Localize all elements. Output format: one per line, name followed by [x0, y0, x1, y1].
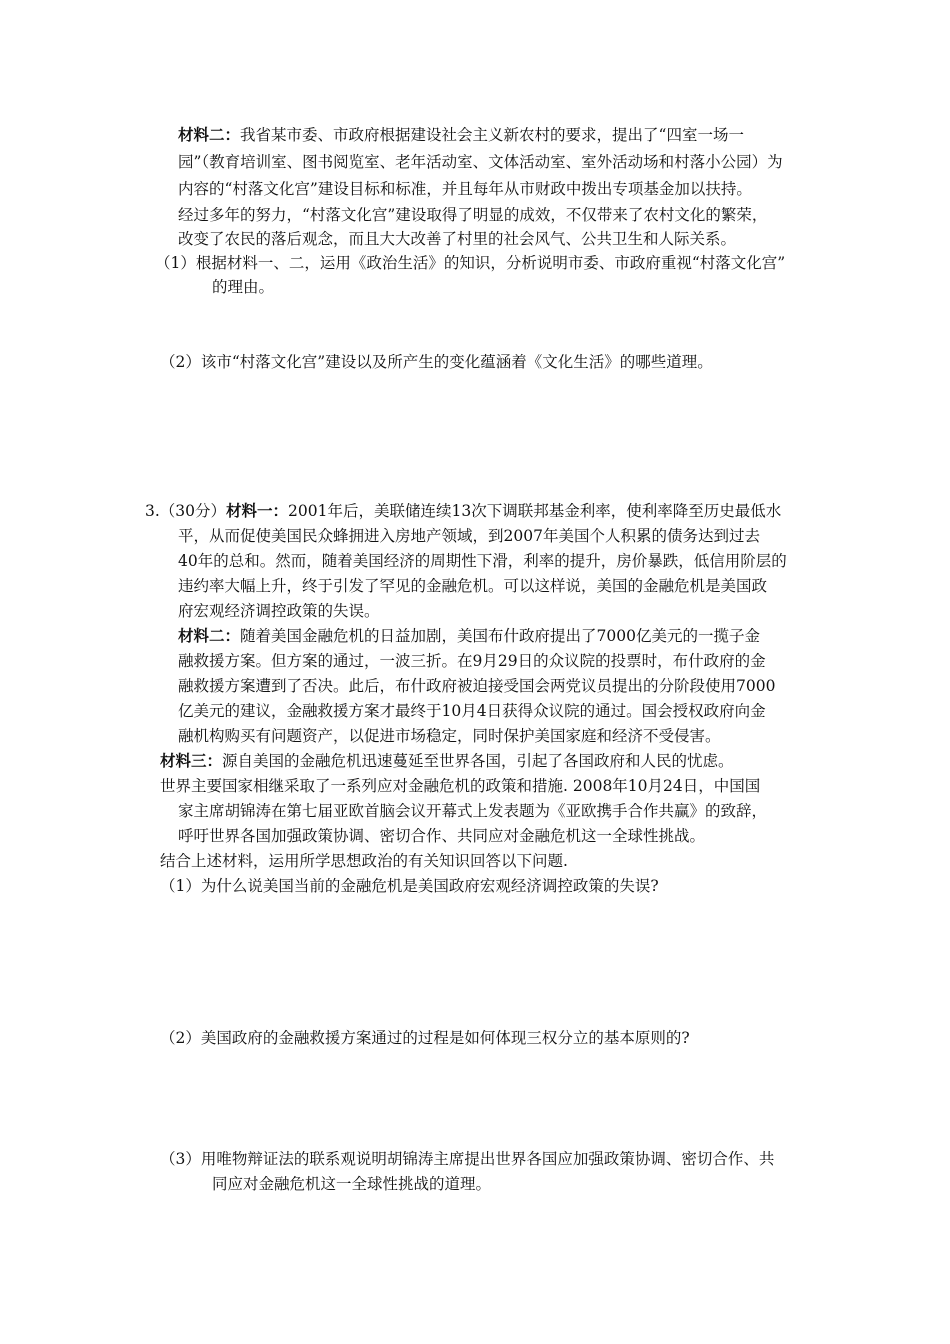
question-2-1-line-2: 的理由。 — [212, 278, 275, 296]
question-3-line-1: 3.（30分）材料一：2001年后，美联储连续13次下调联邦基金利率，使利率降至历史最低水 — [145, 501, 782, 520]
question-2-2: （2）该市“村落文化宫”建设以及所产生的变化蕴涵着《文化生活》的哪些道理。 — [160, 353, 713, 371]
material1-line-3: 40年的总和。然而，随着美国经济的周期性下滑，利率的提升，房价暴跌，低信用阶层的 — [178, 552, 787, 570]
material2-village-line-2: 园”（教育培训室、图书阅览室、老年活动室、文体活动室、室外活动场和村落小公园）为 — [178, 153, 783, 171]
question-3-number: 3.（30分） — [145, 502, 227, 520]
material3-label: 材料三： — [160, 751, 223, 770]
question-3-3-line-2: 同应对金融危机这一全球性挑战的道理。 — [212, 1175, 492, 1193]
material2-village-line-1: 材料二：我省某市委、市政府根据建设社会主义新农村的要求，提出了“四室一场一 — [178, 125, 744, 144]
material2-finance-line-5: 融机构购买有问题资产，以促进市场稳定，同时保护美国家庭和经济不受侵害。 — [178, 727, 721, 745]
material3-line-3: 家主席胡锦涛在第七届亚欧首脑会议开幕式上发表题为《亚欧携手合作共赢》的致辞， — [178, 802, 768, 820]
material3-line-1: 材料三：源自美国的金融危机迅速蔓延至世界各国，引起了各国政府和人民的忧虑。 — [160, 751, 734, 770]
material2-finance-line-2: 融救援方案。但方案的通过，一波三折。在9月29日的众议院的投票时，布什政府的金 — [178, 652, 766, 670]
material1-line-4: 违约率大幅上升，终于引发了罕见的金融危机。可以这样说，美国的金融危机是美国政 — [178, 577, 768, 595]
question-3-instruction: 结合上述材料，运用所学思想政治的有关知识回答以下问题. — [160, 852, 568, 870]
material3-line-4: 呼吁世界各国加强政策协调、密切合作、共同应对金融危机这一全球性挑战。 — [178, 827, 706, 845]
material2-finance-line-4: 亿美元的建议，金融救援方案才最终于10月4日获得众议院的通过。国会授权政府向金 — [178, 702, 766, 720]
material2-finance-line-1: 材料二：随着美国金融危机的日益加剧，美国布什政府提出了7000亿美元的一揽子金 — [178, 626, 760, 645]
question-3-3-line-1: （3）用唯物辩证法的联系观说明胡锦涛主席提出世界各国应加强政策协调、密切合作、共 — [160, 1150, 775, 1168]
material2-village-line-3: 内容的“村落文化宫”建设目标和标准，并且每年从市财政中拨出专项基金加以扶持。 — [178, 180, 752, 198]
question-3-2: （2）美国政府的金融救援方案通过的过程是如何体现三权分立的基本原则的? — [160, 1029, 690, 1047]
material2-label: 材料二： — [178, 125, 241, 144]
material2-finance-label: 材料二： — [178, 626, 241, 645]
material2-village-line-4: 经过多年的努力，“村落文化宫”建设取得了明显的成效，不仅带来了农村文化的繁荣， — [178, 206, 768, 224]
question-2-1-line-1: （1）根据材料一、二，运用《政治生活》的知识，分析说明市委、市政府重视“村落文化宫” — [155, 254, 786, 272]
material2-finance-line-3: 融救援方案遭到了否决。此后，布什政府被迫接受国会两党议员提出的分阶段使用7000 — [178, 677, 776, 695]
question-3-1: （1）为什么说美国当前的金融危机是美国政府宏观经济调控政策的失误? — [160, 877, 659, 895]
material3-line-2: 世界主要国家相继采取了一系列应对金融危机的政策和措施. 2008年10月24日，中国国 — [160, 777, 761, 795]
material1-label: 材料一： — [226, 501, 289, 520]
material2-village-line-5: 改变了农民的落后观念，而且大大改善了村里的社会风气、公共卫生和人际关系。 — [178, 230, 737, 248]
material1-line-5: 府宏观经济调控政策的失误。 — [178, 602, 380, 620]
material1-line-2: 平，从而促使美国民众蜂拥进入房地产领域，到2007年美国个人积累的债务达到过去 — [178, 527, 760, 545]
